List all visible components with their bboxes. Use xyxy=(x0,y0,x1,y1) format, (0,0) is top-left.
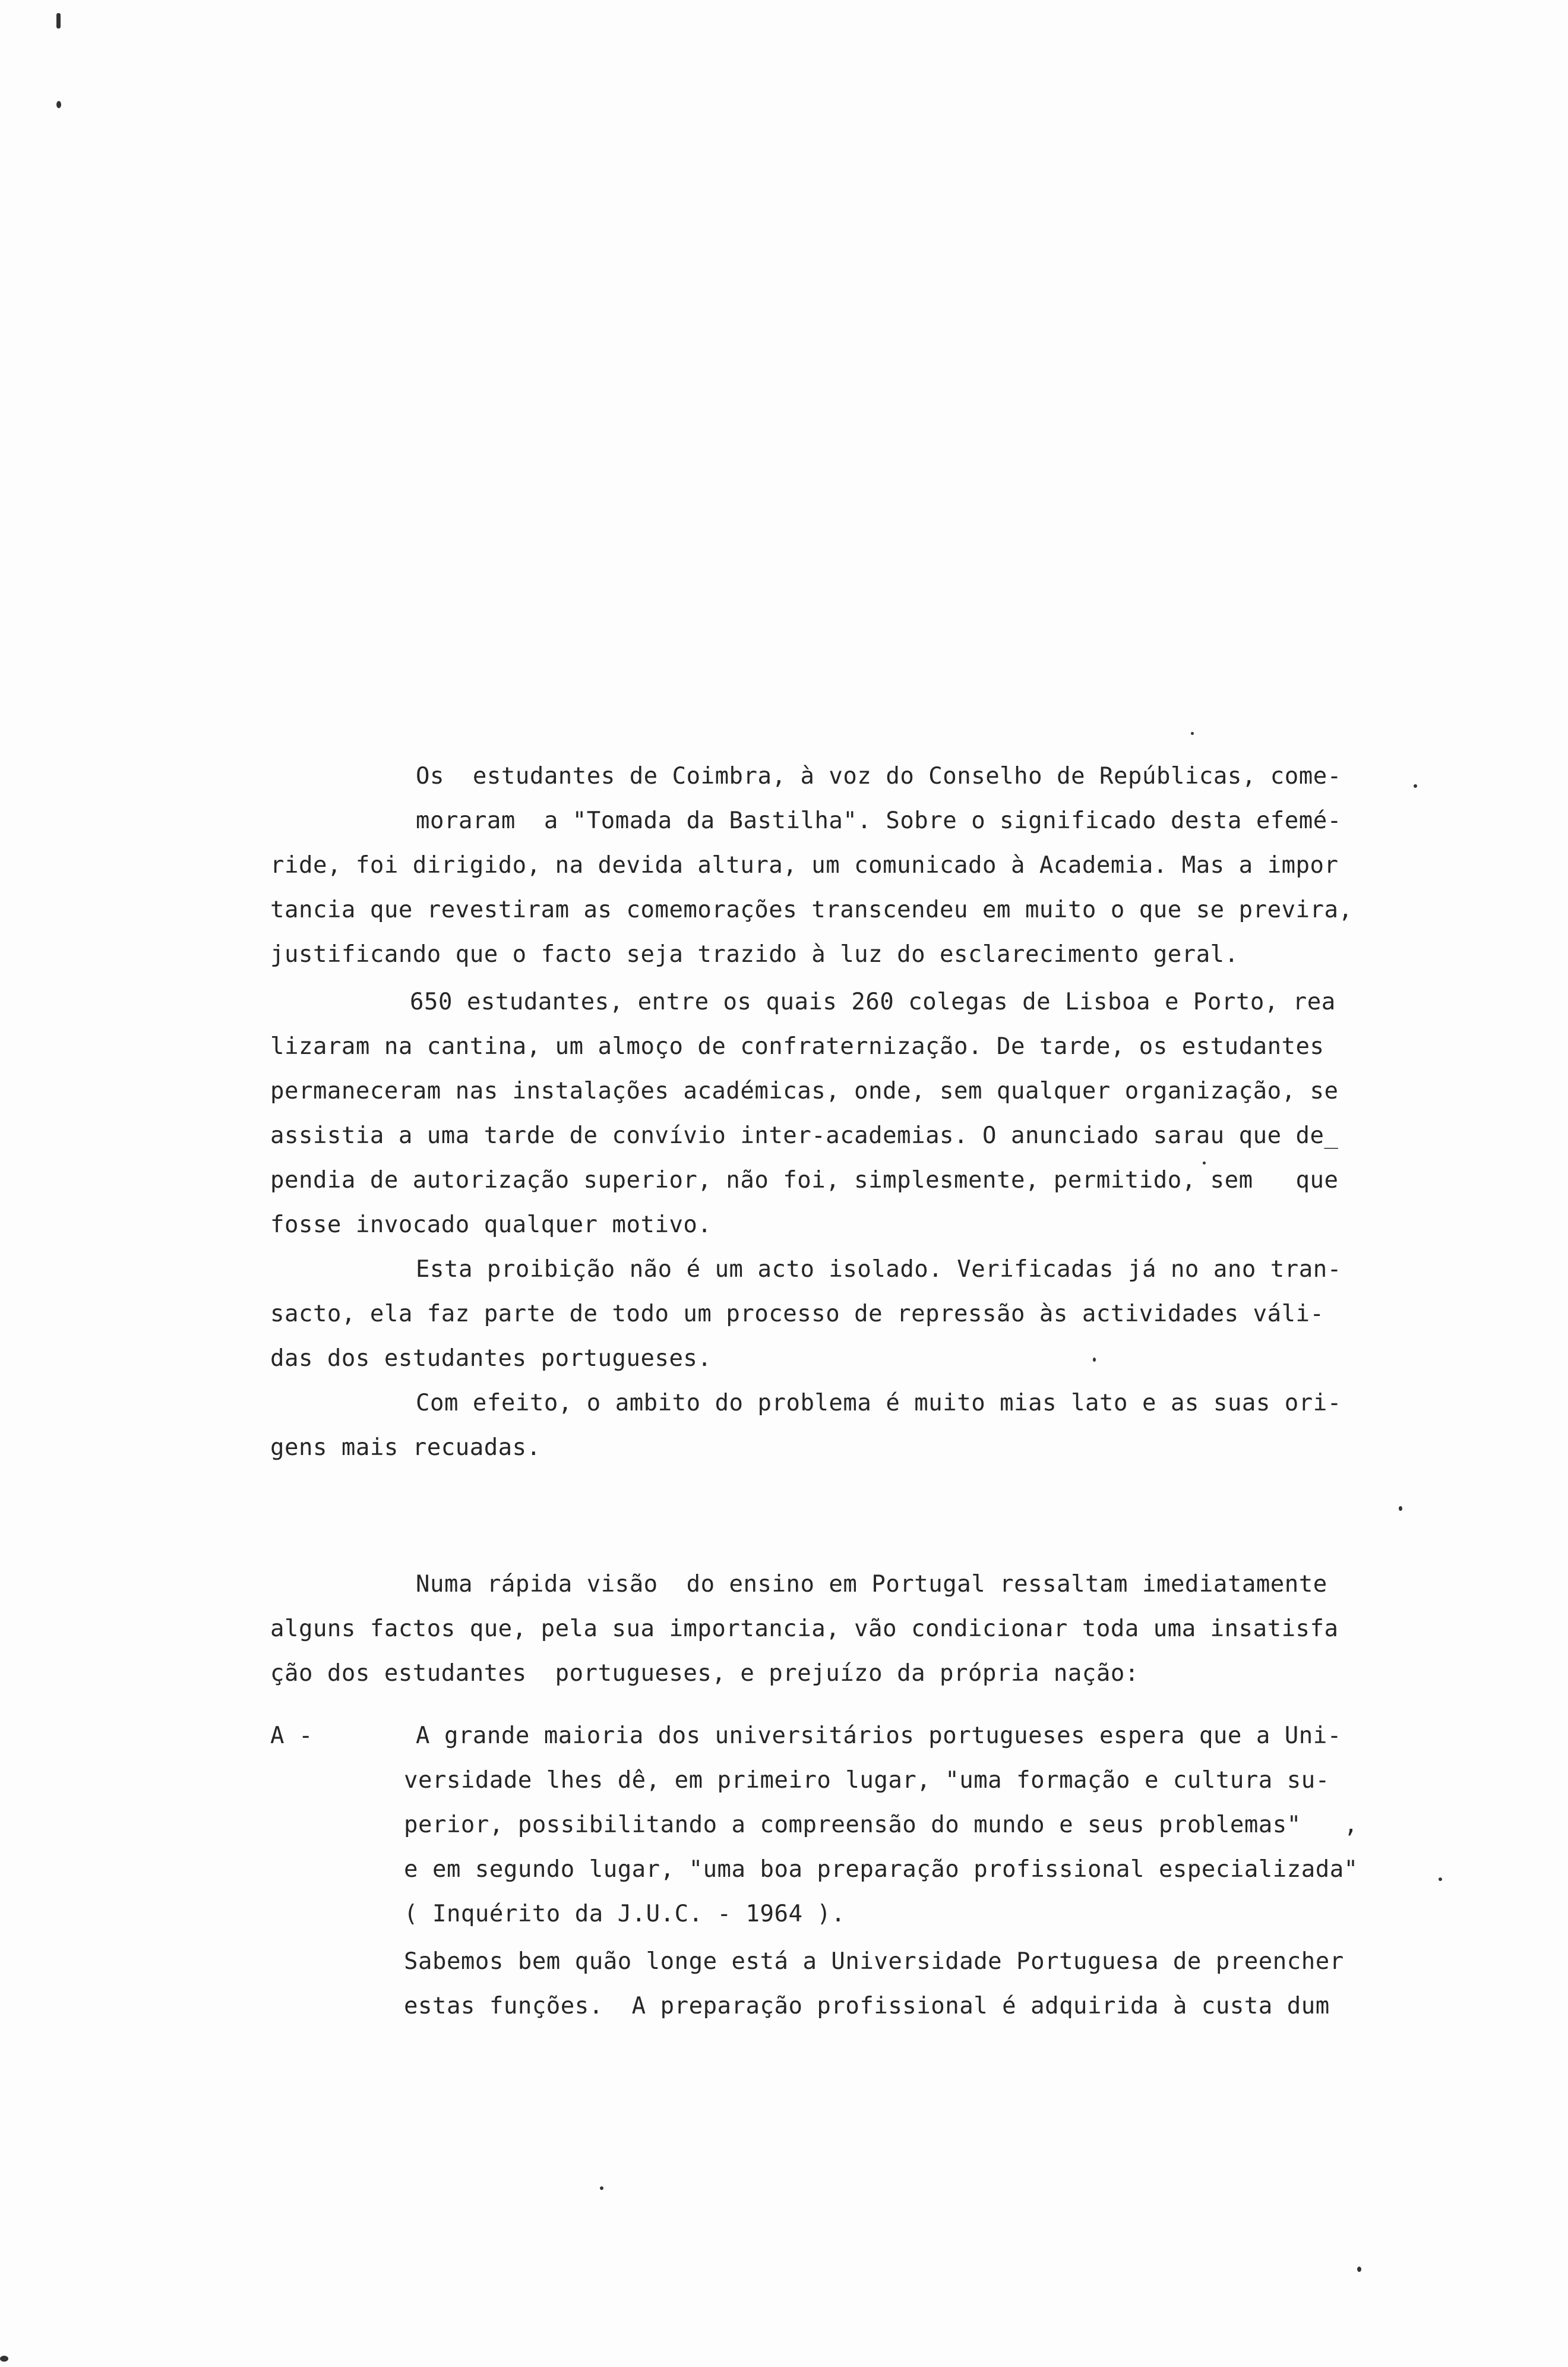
text-line: versidade lhes dê, em primeiro lugar, "uma formação e cultura su- xyxy=(404,1767,1330,1794)
text-line: Esta proibição não é um acto isolado. Verificadas já no ano tran- xyxy=(416,1256,1342,1283)
scan-speck xyxy=(0,2356,8,2362)
text-line: Numa rápida visão do ensino em Portugal ressaltam imediatamente xyxy=(416,1571,1327,1598)
text-line: estas funções. A preparação profissional é adquirida à custa dum xyxy=(404,1993,1330,2019)
text-line: tancia que revestiram as comemorações transcendeu em muito o que se previra, xyxy=(270,897,1353,923)
text-line: Os estudantes de Coimbra, à voz do Conselho de Repúblicas, come- xyxy=(416,763,1342,790)
text-line: ção dos estudantes portugueses, e prejuízo da própria nação: xyxy=(270,1660,1139,1687)
scan-speck xyxy=(1203,1162,1206,1164)
scan-speck xyxy=(1093,1358,1096,1362)
text-line: perior, possibilitando a compreensão do mundo e seus problemas" , xyxy=(404,1811,1358,1838)
text-line: 650 estudantes, entre os quais 260 colegas de Lisboa e Porto, rea xyxy=(410,989,1336,1015)
text-line: Sabemos bem quão longe está a Universidade Portuguesa de preencher xyxy=(404,1948,1344,1975)
text-line: lizaram na cantina, um almoço de confraternização. De tarde, os estudantes xyxy=(270,1033,1324,1060)
scan-speck xyxy=(1414,784,1417,788)
text-line: permaneceram nas instalações académicas, onde, sem qualquer organização, se xyxy=(270,1078,1339,1104)
scan-speck xyxy=(1439,1877,1442,1881)
text-line: Com efeito, o ambito do problema é muito mias lato e as suas ori- xyxy=(416,1390,1342,1416)
text-line: ride, foi dirigido, na devida altura, um comunicado à Academia. Mas a impor xyxy=(270,852,1339,879)
text-line: fosse invocado qualquer motivo. xyxy=(270,1211,712,1238)
scan-speck xyxy=(600,2186,603,2190)
text-line: ( Inquérito da J.U.C. - 1964 ). xyxy=(404,1901,846,1927)
text-line: pendia de autorização superior, não foi, simplesmente, permitido, sem que xyxy=(270,1167,1339,1194)
text-line: moraram a "Tomada da Bastilha". Sobre o significado desta efemé- xyxy=(416,807,1342,834)
text-line: A grande maioria dos universitários portugueses espera que a Uni- xyxy=(416,1722,1342,1749)
text-line: das dos estudantes portugueses. xyxy=(270,1345,712,1372)
scan-speck xyxy=(56,13,61,29)
text-line: e em segundo lugar, "uma boa preparação profissional especializada" xyxy=(404,1856,1358,1883)
text-line: sacto, ela faz parte de todo um processo de repressão às actividades váli- xyxy=(270,1301,1324,1327)
text-line: justificando que o facto seja trazido à luz do esclarecimento geral. xyxy=(270,941,1239,968)
text-line: assistia a uma tarde de convívio inter-academias. O anunciado sarau que de_ xyxy=(270,1122,1339,1149)
scan-speck xyxy=(1191,732,1194,735)
text-line: alguns factos que, pela sua importancia, vão condicionar toda uma insatisfa xyxy=(270,1615,1339,1642)
scan-speck xyxy=(1357,2267,1361,2272)
scan-speck xyxy=(56,101,61,108)
scan-speck xyxy=(1399,1506,1402,1511)
list-marker: A - xyxy=(270,1722,313,1749)
text-line: gens mais recuadas. xyxy=(270,1434,541,1461)
